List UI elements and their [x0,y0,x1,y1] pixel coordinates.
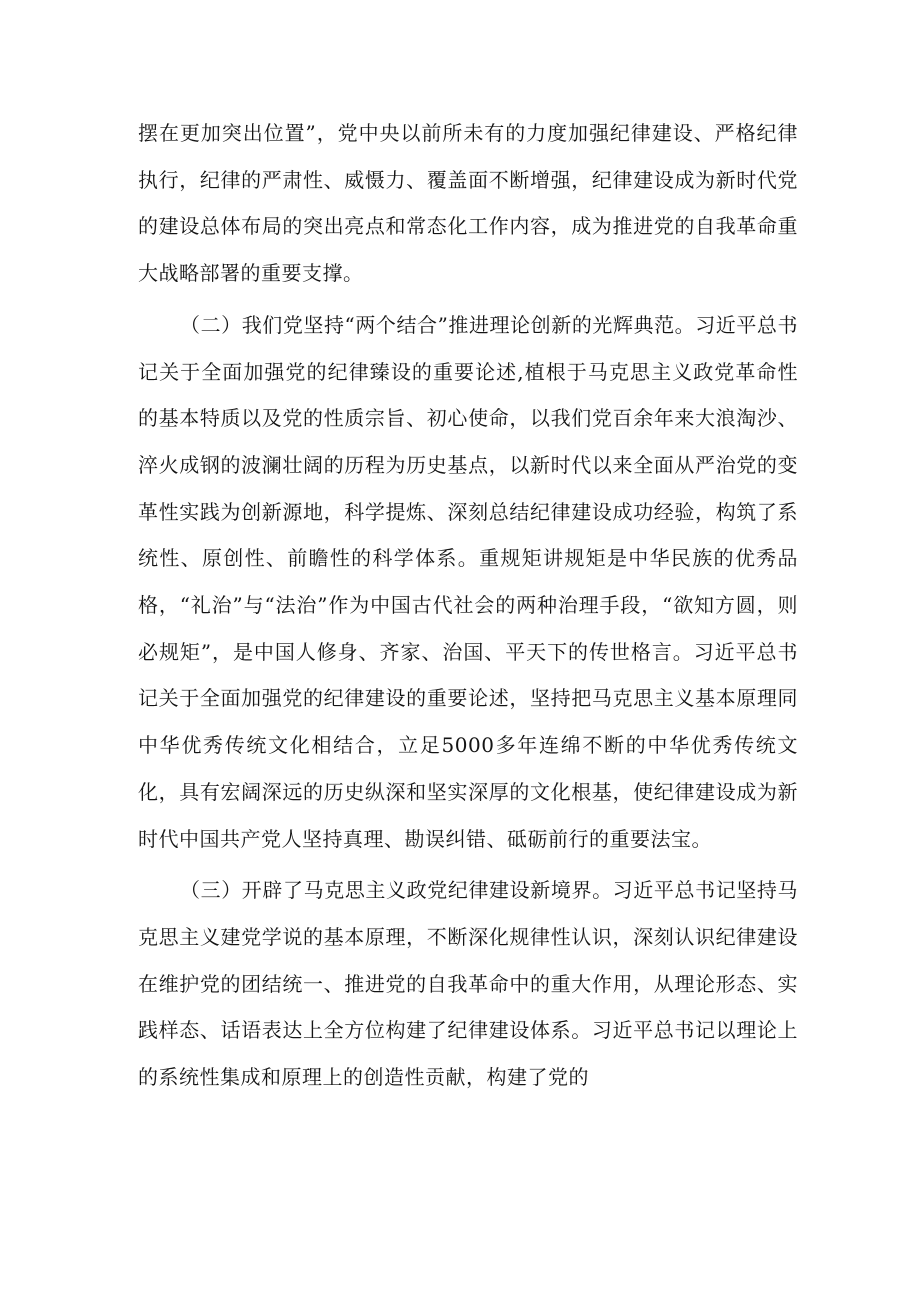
paragraph-section-three: （三）开辟了马克思主义政党纪律建设新境界。习近平总书记坚持马克思主义建党学说的基本原理，不断深化规律性认识，深刻认识纪律建设在维护党的团结统一、推进党的自我革命中的重大作用，从理论形态、实践样态、话语表达上全方位构建了纪律建设体系。习近平总书记以理论上的系统性集成和原理上的创造性贡献，构建了党的 [138,878,798,1090]
paragraph-section-two: （二）我们党坚持“两个结合”推进理论创新的光辉典范。习近平总书记关于全面加强党的纪律臻设的重要论述,植根于马克思主义政党革命性的基本特质以及党的性质宗旨、初心使命，以我们党百余年来大浪淘沙、淬火成钢的波澜壮阔的历程为历史基点，以新时代以来全面从严治党的变革性实践为创新源地，科学提炼、深刻总结纪律建设成功经验，构筑了系统性、原创性、前瞻性的科学体系。重规矩讲规矩是中华民族的优秀品格，“礼治”与“法治”作为中国古代社会的两种治理手段，“欲知方圆，则必规矩”，是中国人修身、齐家、治国、平天下的传世格言。习近平总书记关于全面加强党的纪律建设的重要论述，坚持把马克思主义基本原理同中华优秀传统文化相结合，立足5000多年连绵不断的中华优秀传统文化，具有宏阔深远的历史纵深和坚实深厚的文化根基，使纪律建设成为新时代中国共产党人坚持真理、勘误纠错、砥砺前行的重要法宝。 [138,312,798,851]
document-body [138,110,798,1106]
paragraph-continuation: 摆在更加突出位置”，党中央以前所未有的力度加强纪律建设、严格纪律执行，纪律的严肃性、威慑力、覆盖面不断增强，纪律建设成为新时代党的建设总体布局的突出亮点和常态化工作内容，成为推进党的自我革命重大战略部署的重要支撑。 [138,121,798,286]
